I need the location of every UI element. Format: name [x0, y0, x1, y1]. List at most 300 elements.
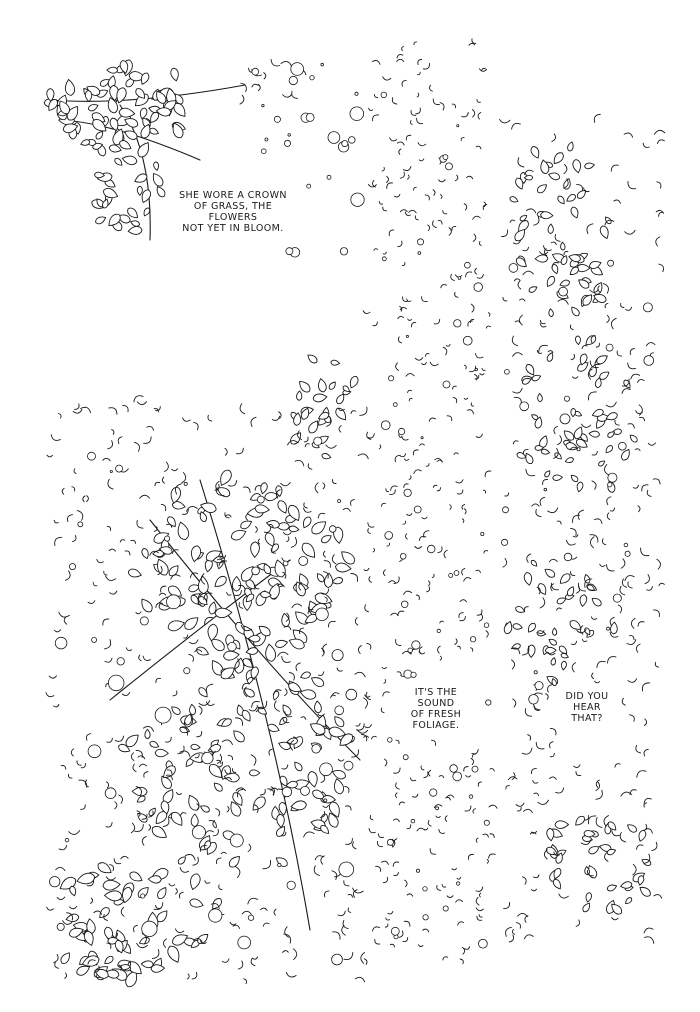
petal-dash	[553, 234, 560, 242]
petal-dash	[251, 84, 258, 87]
bubble	[450, 765, 458, 773]
leaf	[212, 781, 224, 793]
bubble	[165, 536, 170, 541]
petal-dash	[54, 705, 60, 708]
petal-dash	[408, 398, 412, 401]
petal-dash	[596, 343, 600, 348]
petal-dash	[355, 618, 358, 626]
bubble	[416, 869, 419, 872]
petal-dash	[62, 488, 64, 494]
petal-dash	[417, 828, 425, 831]
petal-dash	[471, 304, 474, 312]
petal-dash	[318, 672, 324, 677]
petal-dash	[528, 734, 532, 740]
petal-dash	[360, 407, 370, 417]
bubble	[346, 689, 357, 700]
bubble	[230, 834, 243, 847]
petal-dash	[69, 906, 77, 909]
petal-dash	[418, 945, 423, 947]
petal-dash	[604, 464, 609, 475]
bubble	[238, 936, 251, 949]
petal-dash	[46, 907, 53, 911]
leaf	[560, 653, 569, 660]
leaf	[217, 468, 233, 487]
petal-dash	[428, 225, 430, 231]
petal-dash	[452, 103, 456, 108]
petal-dash	[135, 825, 145, 834]
petal-dash	[595, 517, 604, 523]
petal-dash	[465, 806, 472, 813]
petal-dash	[571, 527, 578, 536]
leaf	[148, 875, 161, 883]
petal-dash	[149, 825, 151, 831]
petal-dash	[106, 823, 113, 829]
bubble	[469, 795, 473, 799]
petal-dash	[396, 739, 400, 743]
petal-dash	[281, 60, 292, 66]
petal-dash	[371, 926, 379, 932]
petal-dash	[518, 281, 521, 290]
petal-dash	[106, 877, 115, 881]
petal-dash	[248, 844, 251, 852]
bubble	[265, 138, 268, 141]
petal-dash	[634, 745, 640, 754]
leaf	[300, 671, 312, 680]
petal-dash	[397, 141, 404, 145]
leaf	[573, 815, 586, 828]
petal-dash	[548, 350, 553, 352]
petal-dash	[654, 662, 659, 668]
petal-dash	[523, 876, 528, 884]
bubble	[335, 706, 344, 715]
bubble	[624, 543, 628, 547]
petal-dash	[138, 655, 141, 661]
leaf	[280, 703, 292, 717]
leaf	[170, 705, 182, 716]
bubble	[332, 954, 343, 965]
petal-dash	[640, 681, 649, 691]
leaf	[259, 482, 268, 494]
petal-dash	[280, 656, 290, 664]
petal-dash	[367, 642, 372, 649]
petal-dash	[534, 792, 539, 795]
petal-dash	[364, 695, 370, 698]
petal-dash	[355, 671, 366, 677]
leaf	[587, 844, 600, 855]
petal-dash	[186, 505, 198, 511]
bubble	[644, 356, 654, 366]
petal-dash	[77, 509, 84, 520]
petal-dash	[638, 506, 640, 512]
petal-dash	[105, 658, 113, 663]
petal-dash	[645, 575, 651, 585]
leaf	[548, 637, 558, 646]
petal-dash	[483, 833, 489, 837]
petal-dash	[527, 208, 537, 213]
petal-dash	[399, 801, 405, 805]
petal-dash	[143, 437, 153, 446]
petal-dash	[455, 639, 458, 645]
narration-caption-hear: DID YOU HEAR THAT?	[565, 691, 609, 724]
bubble	[321, 63, 324, 66]
petal-dash	[312, 866, 319, 877]
bubble	[436, 807, 439, 810]
leaf	[537, 393, 542, 402]
petal-dash	[338, 911, 346, 917]
petal-dash	[281, 483, 291, 487]
petal-dash	[385, 918, 389, 921]
petal-dash	[512, 929, 515, 934]
petal-dash	[225, 448, 228, 455]
leaf	[606, 883, 617, 892]
petal-dash	[658, 583, 664, 586]
petal-dash	[458, 645, 462, 648]
bubble	[88, 452, 96, 460]
leaf	[548, 309, 554, 317]
petal-dash	[45, 693, 54, 698]
bubble	[142, 921, 157, 936]
petal-dash	[513, 388, 523, 394]
petal-dash	[442, 211, 447, 215]
petal-dash	[394, 639, 401, 647]
petal-dash	[425, 353, 429, 357]
petal-dash	[250, 958, 255, 966]
petal-dash	[624, 132, 633, 137]
petal-dash	[426, 464, 430, 467]
petal-dash	[291, 538, 298, 549]
bubble	[560, 414, 570, 424]
leaf	[310, 675, 326, 689]
petal-dash	[352, 842, 357, 850]
petal-dash	[462, 765, 468, 771]
petal-dash	[289, 671, 296, 680]
petal-dash	[605, 564, 615, 573]
petal-dash	[82, 496, 85, 502]
petal-dash	[452, 868, 457, 870]
petal-dash	[432, 574, 434, 578]
petal-dash	[488, 312, 490, 316]
petal-dash	[519, 315, 522, 325]
petal-dash	[110, 591, 118, 595]
petal-dash	[479, 242, 481, 246]
petal-dash	[106, 782, 109, 788]
petal-dash	[383, 252, 387, 255]
bubble	[355, 92, 358, 95]
leaf	[95, 130, 105, 141]
petal-dash	[422, 517, 427, 519]
bubble	[408, 648, 413, 653]
leaf	[321, 453, 331, 460]
petal-dash	[477, 781, 481, 786]
petal-dash	[263, 861, 273, 871]
leaf	[197, 686, 209, 699]
petal-dash	[483, 490, 486, 494]
petal-dash	[510, 219, 515, 222]
petal-dash	[222, 739, 233, 745]
petal-dash	[49, 676, 56, 678]
petal-dash	[481, 368, 485, 371]
bubble	[474, 283, 483, 292]
petal-dash	[475, 268, 477, 274]
leaf	[588, 259, 602, 269]
bubble	[503, 507, 509, 513]
leaf	[128, 226, 143, 235]
petal-dash	[457, 877, 461, 879]
leaf	[176, 521, 191, 541]
petal-dash	[107, 525, 111, 530]
petal-dash	[621, 559, 626, 569]
petal-dash	[624, 574, 635, 581]
petal-dash	[397, 59, 404, 61]
leaf	[585, 892, 592, 903]
petal-dash	[594, 817, 602, 828]
bubble	[456, 882, 459, 885]
bubble	[472, 766, 478, 772]
bubble	[306, 113, 314, 121]
bubble	[316, 608, 329, 621]
petal-dash	[397, 316, 403, 319]
petal-dash	[412, 448, 418, 454]
petal-dash	[542, 246, 551, 252]
petal-dash	[356, 723, 361, 727]
petal-dash	[464, 203, 467, 210]
petal-dash	[403, 590, 412, 594]
leaf	[137, 186, 142, 195]
petal-dash	[185, 853, 196, 860]
petal-dash	[394, 872, 399, 876]
leaf	[334, 406, 349, 422]
leaf	[572, 159, 582, 174]
petal-dash	[315, 483, 318, 493]
petal-dash	[189, 640, 198, 645]
petal-dash	[175, 929, 184, 934]
bubble	[458, 277, 461, 280]
petal-dash	[368, 828, 376, 834]
leaf	[551, 151, 565, 166]
petal-dash	[54, 954, 60, 963]
leaf	[638, 885, 652, 899]
leaf	[565, 193, 577, 203]
leaf	[150, 171, 165, 188]
petal-dash	[628, 422, 635, 428]
petal-dash	[429, 362, 438, 366]
bubble	[454, 571, 459, 576]
leaf	[191, 814, 198, 827]
petal-dash	[228, 480, 238, 488]
petal-dash	[169, 884, 175, 887]
petal-dash	[368, 108, 373, 111]
petal-dash	[172, 469, 178, 471]
petal-dash	[454, 292, 458, 298]
petal-dash	[407, 390, 412, 393]
petal-dash	[577, 183, 585, 190]
petal-dash	[401, 454, 407, 458]
leaf	[309, 518, 329, 536]
petal-dash	[204, 881, 210, 884]
bubble	[607, 627, 610, 630]
petal-dash	[307, 464, 312, 470]
petal-dash	[222, 959, 229, 963]
petal-dash	[648, 443, 655, 446]
petal-dash	[460, 599, 467, 601]
petal-dash	[431, 739, 437, 745]
leaf	[546, 352, 554, 363]
petal-dash	[657, 559, 661, 569]
petal-dash	[572, 377, 578, 379]
petal-dash	[464, 270, 471, 276]
petal-dash	[601, 539, 605, 546]
petal-dash	[452, 385, 456, 389]
petal-dash	[402, 263, 405, 267]
petal-dash	[505, 493, 510, 497]
petal-dash	[140, 495, 150, 498]
petal-dash	[438, 547, 444, 554]
bubble	[418, 252, 421, 255]
petal-dash	[142, 656, 151, 662]
bubble	[454, 320, 461, 327]
petal-dash	[138, 755, 145, 759]
petal-dash	[620, 303, 624, 308]
petal-dash	[96, 559, 103, 563]
bubble	[340, 248, 347, 255]
petal-dash	[565, 540, 575, 546]
petal-dash	[443, 346, 448, 354]
petal-dash	[526, 553, 531, 562]
petal-dash	[505, 785, 510, 790]
leaf	[571, 408, 576, 417]
petal-dash	[576, 509, 583, 520]
leaf	[314, 701, 322, 714]
petal-dash	[471, 647, 474, 651]
petal-dash	[439, 775, 444, 778]
petal-dash	[428, 417, 435, 421]
petal-dash	[441, 884, 445, 888]
petal-dash	[582, 639, 587, 642]
bubble	[430, 789, 437, 796]
petal-dash	[373, 548, 375, 552]
bubble	[57, 923, 64, 930]
petal-dash	[363, 311, 370, 315]
bubble	[289, 76, 297, 84]
petal-dash	[627, 640, 637, 646]
bubble	[608, 483, 612, 487]
petal-dash	[71, 749, 74, 756]
petal-dash	[109, 549, 115, 551]
petal-dash	[479, 69, 486, 72]
petal-dash	[558, 436, 563, 446]
petal-dash	[339, 425, 341, 432]
petal-dash	[438, 219, 443, 224]
petal-dash	[530, 767, 536, 774]
petal-dash	[64, 617, 67, 625]
leaf	[191, 744, 201, 750]
petal-dash	[197, 732, 203, 739]
leaf	[530, 559, 538, 567]
petal-dash	[236, 448, 244, 455]
petal-dash	[385, 489, 389, 493]
petal-dash	[516, 158, 524, 169]
petal-dash	[371, 113, 379, 121]
leaf	[223, 650, 240, 661]
petal-dash	[472, 109, 474, 117]
leaf	[155, 185, 167, 199]
bubble	[564, 396, 569, 401]
petal-dash	[416, 594, 420, 600]
petal-dash	[103, 571, 107, 576]
petal-dash	[423, 64, 431, 71]
petal-dash	[610, 831, 619, 838]
petal-dash	[92, 582, 97, 586]
leaf	[104, 890, 122, 901]
leaf	[331, 360, 340, 366]
petal-dash	[654, 608, 662, 616]
leaf	[189, 898, 205, 910]
petal-dash	[415, 118, 423, 125]
bubble	[307, 184, 311, 188]
leaf	[227, 854, 242, 869]
bubble	[108, 675, 124, 691]
petal-dash	[640, 483, 648, 491]
leaf	[581, 902, 591, 914]
petal-dash	[372, 59, 380, 64]
petal-dash	[373, 322, 379, 327]
petal-dash	[513, 440, 519, 444]
bubble	[228, 642, 237, 651]
petal-dash	[438, 829, 445, 834]
petal-dash	[105, 576, 116, 582]
petal-dash	[413, 469, 421, 474]
petal-dash	[395, 793, 397, 798]
petal-dash	[371, 736, 376, 739]
petal-dash	[399, 931, 404, 939]
petal-dash	[284, 927, 289, 938]
leaf	[128, 870, 144, 884]
leaf	[275, 639, 289, 649]
leaf	[568, 619, 583, 632]
petal-dash	[626, 363, 635, 371]
bubble	[288, 134, 291, 137]
leaf	[313, 393, 328, 403]
leaf	[565, 457, 574, 464]
leaf	[96, 860, 114, 876]
petal-dash	[263, 922, 270, 926]
bubble	[92, 637, 97, 642]
leaf	[232, 576, 241, 591]
leaf	[64, 79, 76, 96]
leaf	[331, 768, 347, 781]
petal-dash	[621, 579, 627, 588]
bubble	[559, 287, 568, 296]
petal-dash	[499, 119, 510, 123]
petal-dash	[576, 583, 585, 593]
petal-dash	[364, 697, 369, 708]
petal-dash	[122, 692, 130, 696]
petal-dash	[374, 248, 378, 250]
bubble	[350, 107, 364, 121]
petal-dash	[539, 252, 547, 255]
bubble	[314, 437, 322, 445]
petal-dash	[630, 634, 636, 639]
petal-dash	[58, 612, 69, 618]
petal-dash	[373, 939, 379, 945]
petal-dash	[154, 481, 160, 486]
bubble	[443, 381, 450, 388]
petal-dash	[394, 783, 399, 790]
petal-dash	[404, 920, 411, 927]
petal-dash	[446, 344, 450, 346]
petal-dash	[66, 571, 72, 581]
petal-dash	[571, 354, 576, 360]
